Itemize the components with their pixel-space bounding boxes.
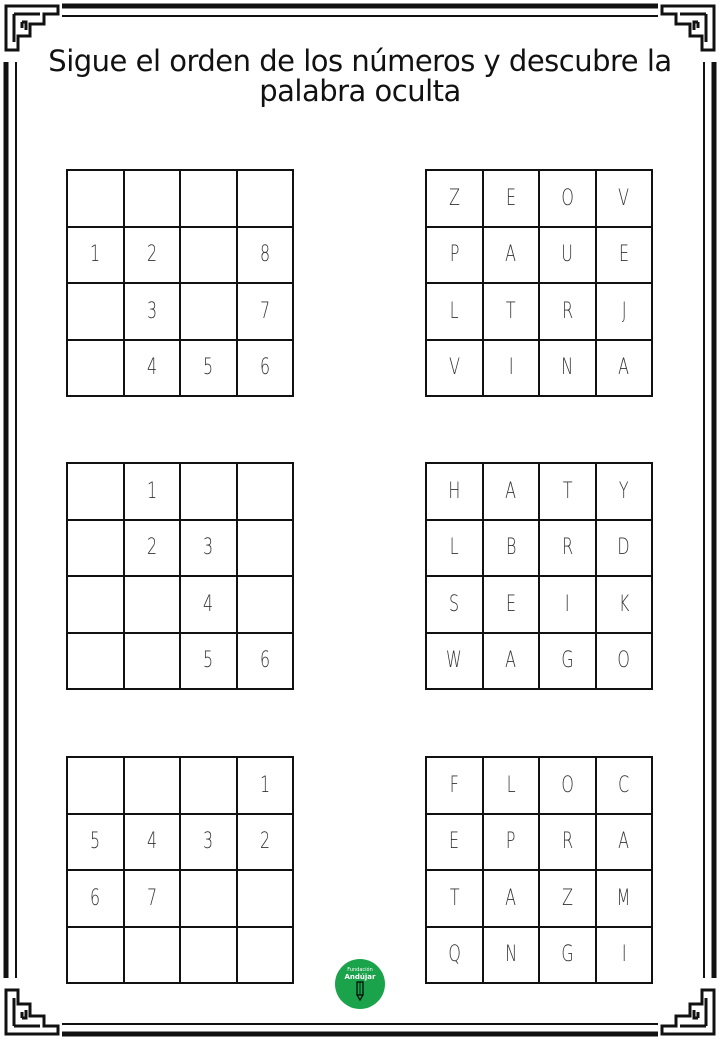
- letter-cell: [597, 171, 654, 228]
- letter-cell: [597, 341, 654, 398]
- letter-cell: [484, 464, 541, 521]
- letter-grid-3: [425, 756, 653, 984]
- letter-cell-value: E: [505, 591, 516, 617]
- letter-cell-value: C: [618, 772, 630, 798]
- letter-cell-value: Q: [448, 942, 461, 968]
- number-cell: [238, 634, 295, 691]
- letter-cell: [427, 171, 484, 228]
- number-cell: [125, 758, 182, 815]
- letter-cell-value: T: [449, 885, 460, 911]
- number-cell-value: 8: [259, 242, 270, 268]
- letter-cell: [427, 284, 484, 341]
- number-cell-value: 5: [203, 355, 214, 381]
- letter-cell-value: A: [618, 355, 630, 381]
- letter-cell-value: S: [449, 591, 460, 617]
- letter-cell: [540, 634, 597, 691]
- letter-cell-value: R: [561, 829, 573, 855]
- letter-cell: [484, 758, 541, 815]
- pencil-icon: [355, 981, 365, 1001]
- number-cell: [181, 228, 238, 285]
- letter-cell: [597, 577, 654, 634]
- letter-cell: [427, 815, 484, 872]
- letter-cell-value: O: [561, 772, 574, 798]
- number-cell: [125, 928, 182, 985]
- letter-cell: [484, 341, 541, 398]
- letter-cell-value: H: [448, 478, 461, 504]
- number-cell-value: 4: [146, 829, 157, 855]
- number-cell: [238, 228, 295, 285]
- number-cell: [238, 815, 295, 872]
- letter-cell-value: G: [561, 648, 574, 674]
- number-cell-value: 6: [259, 648, 270, 674]
- number-cell: [125, 341, 182, 398]
- number-cell: [68, 928, 125, 985]
- letter-cell-value: A: [505, 648, 517, 674]
- corner-ornament-bottom-right: [662, 990, 714, 1034]
- letter-cell-value: N: [561, 355, 574, 381]
- letter-cell: [427, 228, 484, 285]
- number-cell-value: 3: [203, 535, 214, 561]
- number-cell-value: 7: [259, 298, 270, 324]
- logo-top-text: Fundación: [347, 967, 373, 973]
- number-cell: [181, 521, 238, 578]
- number-cell: [125, 228, 182, 285]
- logo: [335, 959, 385, 1009]
- letter-cell-value: I: [621, 942, 627, 968]
- number-cell: [68, 758, 125, 815]
- letter-cell: [484, 871, 541, 928]
- letter-cell: [484, 634, 541, 691]
- letter-cell-value: R: [561, 298, 573, 324]
- number-cell: [125, 464, 182, 521]
- number-cell: [181, 341, 238, 398]
- number-cell-value: 6: [90, 885, 101, 911]
- letter-cell: [540, 871, 597, 928]
- number-grid-3: [66, 756, 294, 984]
- letter-cell-value: K: [618, 591, 629, 617]
- number-cell: [181, 634, 238, 691]
- letter-cell-value: Z: [448, 185, 460, 211]
- letter-cell-value: T: [562, 478, 573, 504]
- number-cell: [125, 815, 182, 872]
- number-cell: [125, 171, 182, 228]
- letter-cell: [484, 815, 541, 872]
- number-cell: [238, 284, 295, 341]
- number-cell: [238, 521, 295, 578]
- letter-cell-value: I: [508, 355, 514, 381]
- number-cell: [238, 171, 295, 228]
- letter-cell: [427, 871, 484, 928]
- number-cell-value: 3: [146, 298, 157, 324]
- number-grid-2: [66, 462, 294, 690]
- letter-cell-value: W: [446, 648, 463, 674]
- number-cell: [68, 521, 125, 578]
- number-cell: [68, 228, 125, 285]
- number-cell-value: 4: [203, 591, 214, 617]
- letter-cell: [597, 758, 654, 815]
- letter-cell-value: Y: [618, 478, 629, 504]
- letter-cell: [484, 577, 541, 634]
- letter-cell-value: L: [449, 535, 459, 561]
- letter-cell-value: R: [561, 535, 573, 561]
- letter-cell-value: O: [617, 648, 630, 674]
- number-cell: [125, 521, 182, 578]
- number-cell-value: 2: [146, 242, 157, 268]
- letter-cell-value: A: [505, 242, 517, 268]
- letter-cell-value: A: [618, 829, 630, 855]
- number-cell: [238, 464, 295, 521]
- letter-cell: [540, 228, 597, 285]
- number-cell: [68, 634, 125, 691]
- number-cell-value: 1: [146, 478, 157, 504]
- letter-cell: [484, 171, 541, 228]
- letter-cell-value: E: [618, 242, 629, 268]
- letter-cell: [484, 284, 541, 341]
- number-cell-value: 1: [259, 772, 270, 798]
- corner-ornament-bottom-left: [6, 990, 58, 1034]
- number-cell: [238, 758, 295, 815]
- number-cell: [125, 634, 182, 691]
- number-cell-value: 2: [259, 829, 270, 855]
- letter-cell: [597, 928, 654, 985]
- letter-cell-value: A: [505, 478, 517, 504]
- letter-cell: [427, 758, 484, 815]
- number-cell: [68, 464, 125, 521]
- number-cell: [181, 577, 238, 634]
- letter-cell: [540, 284, 597, 341]
- number-cell-value: 6: [259, 355, 270, 381]
- letter-cell: [597, 284, 654, 341]
- letter-cell: [597, 521, 654, 578]
- number-cell-value: 5: [90, 829, 101, 855]
- letter-cell: [540, 171, 597, 228]
- letter-cell: [540, 758, 597, 815]
- letter-cell-value: E: [505, 185, 516, 211]
- letter-cell-value: F: [449, 772, 459, 798]
- letter-cell: [484, 928, 541, 985]
- letter-cell-value: U: [561, 242, 574, 268]
- number-cell: [68, 815, 125, 872]
- number-cell-value: 5: [203, 648, 214, 674]
- letter-grid-1: [425, 169, 653, 397]
- letter-grid-2: [425, 462, 653, 690]
- letter-cell: [540, 341, 597, 398]
- number-cell: [181, 815, 238, 872]
- number-cell-value: 2: [146, 535, 157, 561]
- number-cell: [181, 871, 238, 928]
- number-cell: [181, 171, 238, 228]
- number-cell: [125, 871, 182, 928]
- letter-cell-value: J: [621, 298, 627, 324]
- letter-cell: [484, 228, 541, 285]
- letter-cell: [540, 464, 597, 521]
- letter-cell: [597, 815, 654, 872]
- letter-cell: [597, 634, 654, 691]
- letter-cell-value: T: [505, 298, 516, 324]
- number-cell: [68, 284, 125, 341]
- number-cell-value: 3: [203, 829, 214, 855]
- letter-cell: [427, 521, 484, 578]
- number-cell: [125, 577, 182, 634]
- letter-cell-value: O: [561, 185, 574, 211]
- letter-cell-value: P: [449, 242, 460, 268]
- letter-cell-value: N: [504, 942, 517, 968]
- letter-cell-value: B: [505, 535, 516, 561]
- letter-cell: [427, 928, 484, 985]
- letter-cell-value: E: [449, 829, 460, 855]
- letter-cell: [597, 464, 654, 521]
- letter-cell: [540, 521, 597, 578]
- number-cell: [68, 341, 125, 398]
- number-cell-value: 7: [146, 885, 157, 911]
- letter-cell-value: V: [448, 355, 460, 381]
- letter-cell-value: L: [449, 298, 459, 324]
- letter-cell-value: G: [561, 942, 574, 968]
- number-cell: [238, 577, 295, 634]
- letter-cell-value: A: [505, 885, 517, 911]
- letter-cell: [484, 521, 541, 578]
- letter-cell-value: Z: [561, 885, 573, 911]
- letter-cell: [597, 228, 654, 285]
- number-cell-value: 1: [90, 242, 101, 268]
- letter-cell: [540, 815, 597, 872]
- number-cell-value: 4: [146, 355, 157, 381]
- number-cell: [238, 928, 295, 985]
- number-cell: [238, 341, 295, 398]
- logo-name: Andújar: [344, 973, 376, 981]
- number-cell: [181, 284, 238, 341]
- letter-cell: [540, 577, 597, 634]
- page-title: Sigue el orden de los números y descubre la palabra oculta: [48, 44, 672, 108]
- number-cell: [181, 928, 238, 985]
- number-cell: [125, 284, 182, 341]
- letter-cell: [540, 928, 597, 985]
- number-cell: [68, 171, 125, 228]
- letter-cell: [427, 577, 484, 634]
- letter-cell-value: P: [505, 829, 516, 855]
- letter-cell: [427, 464, 484, 521]
- letter-cell-value: L: [506, 772, 516, 798]
- letter-cell-value: D: [617, 535, 630, 561]
- letter-cell-value: M: [616, 885, 631, 911]
- number-cell: [68, 871, 125, 928]
- number-cell: [181, 464, 238, 521]
- number-cell: [181, 758, 238, 815]
- number-cell: [68, 577, 125, 634]
- letter-cell-value: I: [564, 591, 570, 617]
- number-cell: [238, 871, 295, 928]
- letter-cell: [427, 634, 484, 691]
- letter-cell: [427, 341, 484, 398]
- letter-cell: [597, 871, 654, 928]
- letter-cell-value: V: [618, 185, 630, 211]
- number-grid-1: [66, 169, 294, 397]
